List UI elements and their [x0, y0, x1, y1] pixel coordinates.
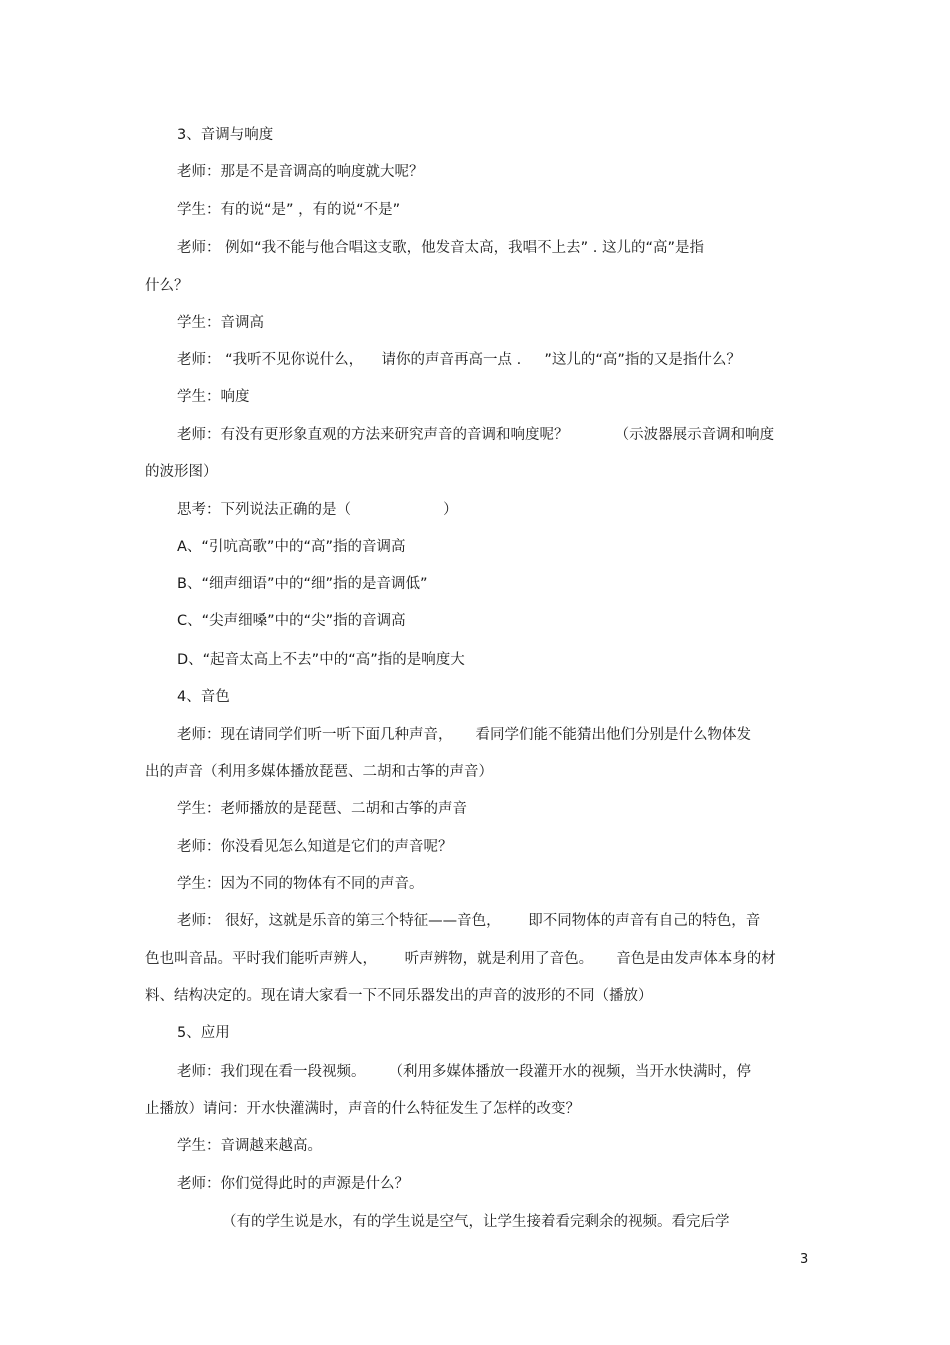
option-c: C、“尖声细嗓”中的“尖”指的音调高 [177, 613, 406, 629]
dialogue-line: 学生：有的说“是” ，有的说“不是” [177, 202, 401, 218]
dialogue-line: 老师：我们现在看一段视频。 （利用多媒体播放一段灌开水的视频，当开水快满时，停 [177, 1064, 752, 1080]
option-a: A、“引吭高歌”中的“高”指的音调高 [177, 539, 406, 555]
dialogue-line: 老师：有没有更形象直观的方法来研究声音的音调和响度呢？ （示波器展示音调和响度 [177, 427, 775, 443]
dialogue-line: 学生：因为不同的物体有不同的声音。 [177, 876, 424, 892]
option-d: D、“起音太高上不去”中的“高”指的是响度大 [177, 652, 465, 668]
dialogue-line: 老师：现在请同学们听一听下面几种声音， 看同学们能不能猜出他们分别是什么物体发 [177, 727, 752, 743]
dialogue-line: 学生：音调越来越高。 [177, 1138, 322, 1154]
page-number: 3 [800, 1252, 809, 1267]
dialogue-line: 老师： “我听不见你说什么， 请你的声音再高一点 . ”这儿的“高”指的又是指什么？ [177, 352, 741, 368]
question-line: 思考：下列说法正确的是（ ） [177, 502, 458, 518]
dialogue-line-cont: 的波形图） [145, 464, 218, 480]
section-heading: 3、音调与响度 [177, 127, 274, 143]
narration-line: （有的学生说是水，有的学生说是空气，让学生接着看完剩余的视频。看完后学 [222, 1214, 730, 1230]
dialogue-line-cont: 料、结构决定的。现在请大家看一下不同乐器发出的声音的波形的不同（播放） [145, 988, 653, 1004]
dialogue-line: 学生：响度 [177, 389, 250, 405]
dialogue-line-cont: 色也叫音品。平时我们能听声辨人， 听声辨物，就是利用了音色。 音色是由发声体本身的材 [145, 951, 776, 967]
dialogue-line: 老师： 很好，这就是乐音的第三个特征——音色， 即不同物体的声音有自己的特色，音 [177, 913, 761, 929]
dialogue-line: 老师：你没看见怎么知道是它们的声音呢？ [177, 839, 453, 855]
dialogue-line-cont: 止播放）请问：开水快灌满时，声音的什么特征发生了怎样的改变？ [145, 1101, 580, 1117]
dialogue-line: 老师： 例如“我不能与他合唱这支歌，他发音太高，我唱不上去” . 这儿的“高”是指 [177, 240, 704, 256]
dialogue-line-cont: 什么？ [145, 278, 189, 294]
dialogue-line: 老师：你们觉得此时的声源是什么？ [177, 1176, 409, 1192]
dialogue-line-cont: 出的声音（利用多媒体播放琵琶、二胡和古筝的声音） [145, 764, 493, 780]
dialogue-line: 学生：老师播放的是琵琶、二胡和古筝的声音 [177, 801, 467, 817]
section-heading: 5、应用 [177, 1025, 230, 1041]
dialogue-line: 学生：音调高 [177, 315, 264, 331]
option-b: B、“细声细语”中的“细”指的是音调低” [177, 576, 428, 592]
section-heading: 4、音色 [177, 689, 230, 705]
dialogue-line: 老师：那是不是音调高的响度就大呢？ [177, 164, 424, 180]
